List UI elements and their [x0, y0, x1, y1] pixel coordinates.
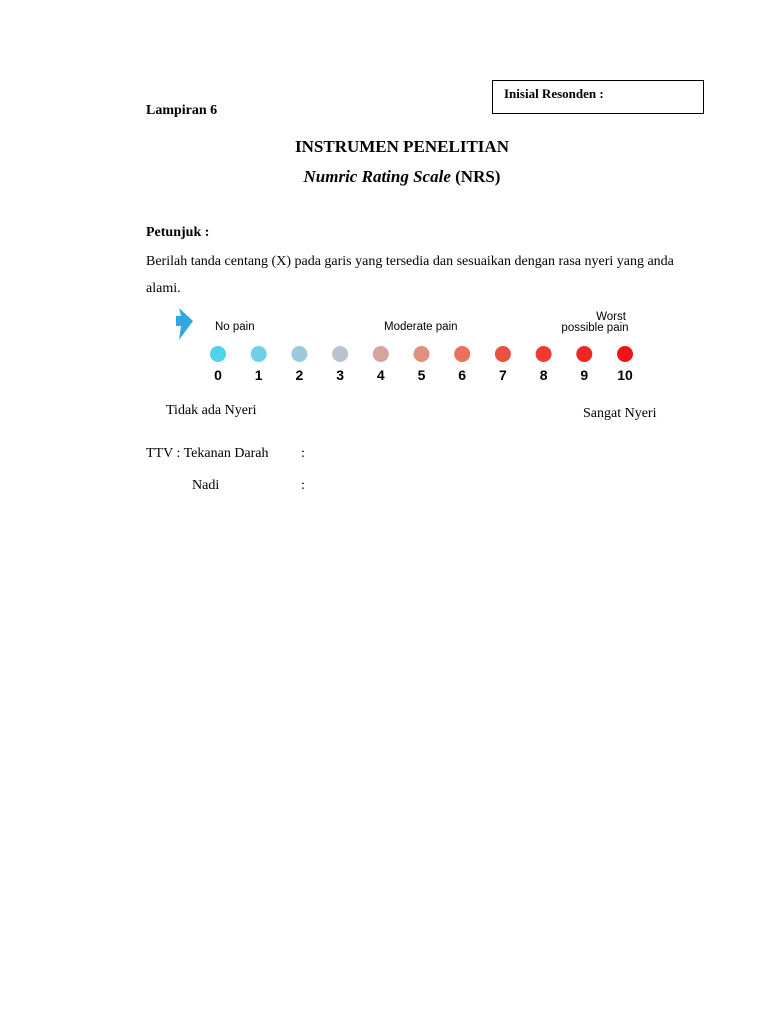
blood-pressure-colon: :: [301, 446, 305, 461]
arrow-right-icon: [176, 308, 193, 340]
scale-number-7: 7: [499, 367, 507, 383]
page-subtitle: [0, 167, 768, 187]
scale-point-3[interactable]: [332, 346, 348, 362]
scale-number-8: 8: [539, 367, 548, 383]
label-no-pain: No pain: [215, 321, 255, 333]
scale-number-3: 3: [336, 367, 344, 383]
scale-point-8[interactable]: [536, 346, 552, 362]
subtitle-abbreviation: (NRS): [455, 167, 501, 186]
pulse-colon: :: [301, 478, 305, 493]
subtitle-scale-name: Numric Rating Scale: [303, 167, 451, 186]
respondent-initial-label: Inisial Resonden :: [504, 86, 604, 101]
scale-point-0[interactable]: [210, 346, 226, 362]
instructions-heading: Petunjuk :: [146, 225, 210, 240]
scale-number-9: 9: [580, 367, 589, 383]
anchor-worst-pain: Sangat Nyeri: [583, 406, 657, 421]
scale-point-10[interactable]: [617, 346, 633, 362]
scale-point-5[interactable]: [414, 346, 430, 362]
scale-numbers: [214, 367, 633, 383]
scale-point-4[interactable]: [373, 346, 389, 362]
scale-number-5: 5: [417, 367, 426, 383]
scale-point-9[interactable]: [576, 346, 592, 362]
blood-pressure-label: TTV : Tekanan Darah: [146, 446, 269, 461]
label-worst-line2: possible pain: [561, 322, 629, 334]
scale-number-0: 0: [214, 367, 222, 383]
pulse-label: Nadi: [192, 478, 220, 493]
label-moderate-pain: Moderate pain: [384, 321, 458, 333]
label-worst-line1: Worst: [596, 311, 626, 323]
scale-point-2[interactable]: [291, 346, 307, 362]
respondent-initial-box[interactable]: [492, 80, 704, 114]
scale-point-7[interactable]: [495, 346, 511, 362]
scale-number-6: 6: [458, 367, 467, 383]
anchor-no-pain: Tidak ada Nyeri: [166, 403, 257, 418]
scale-number-2: 2: [295, 367, 304, 383]
scale-number-1: 1: [254, 367, 263, 383]
scale-number-4: 4: [376, 367, 385, 383]
page-title: INSTRUMEN PENELITIAN: [295, 137, 509, 156]
attachment-label: Lampiran 6: [146, 103, 218, 118]
instructions-text: Berilah tanda centang (X) pada garis yang tersedia dan sesuaikan dengan rasa nyeri yang anda alami.: [146, 254, 674, 296]
numeric-pain-scale: [170, 306, 640, 390]
scale-point-1[interactable]: [251, 346, 267, 362]
scale-number-10: 10: [617, 367, 633, 383]
scale-point-6[interactable]: [454, 346, 470, 362]
